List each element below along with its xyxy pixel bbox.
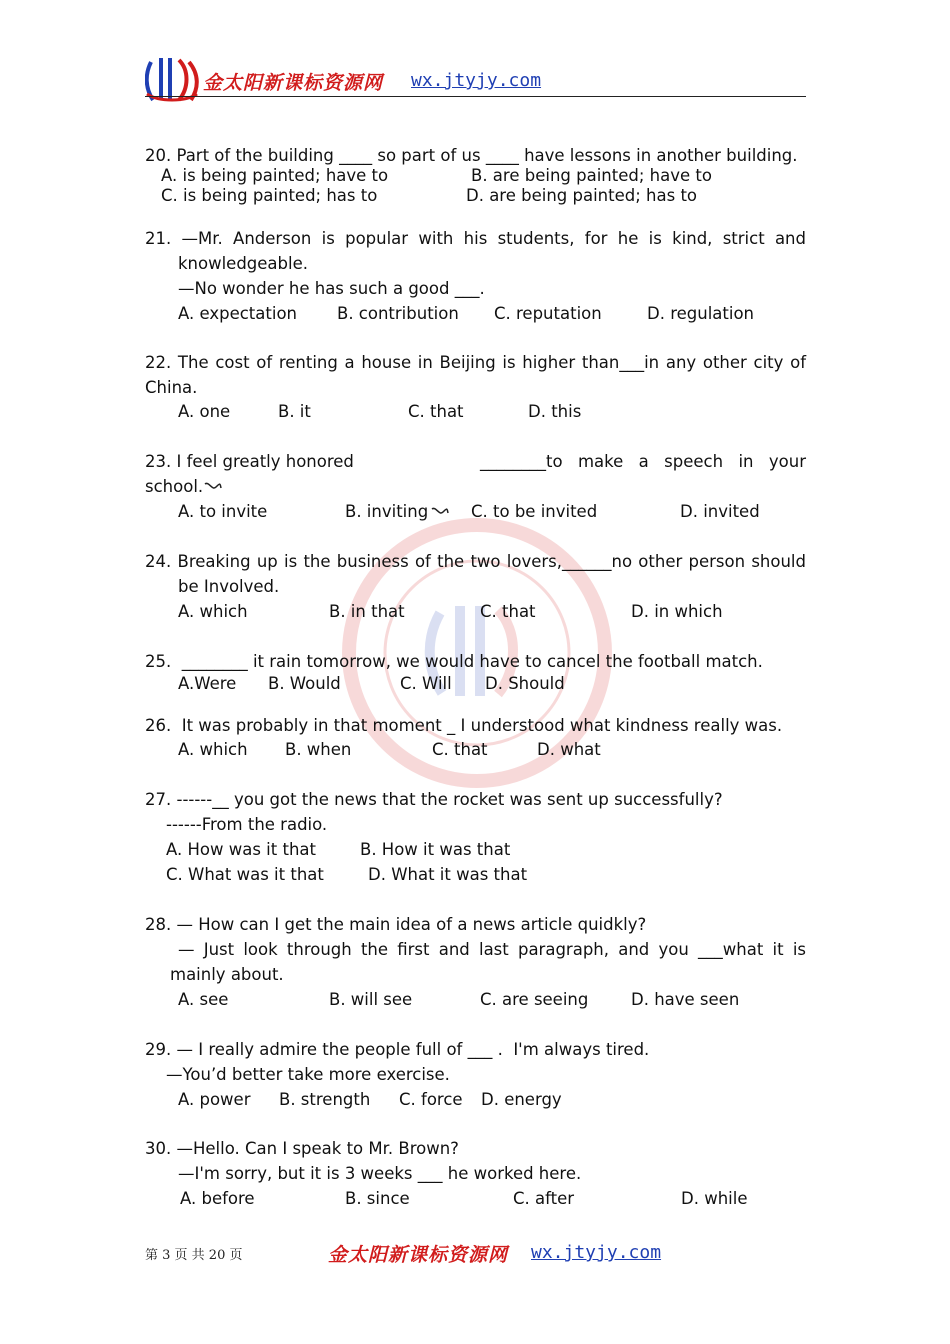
question-21-stem-line2: knowledgeable. xyxy=(178,254,309,273)
footer-url-link[interactable]: wx.jtyjy.com xyxy=(531,1242,662,1263)
question-26-option-b: B. when xyxy=(285,740,352,759)
question-27-option-c: C. What was it that xyxy=(166,865,324,884)
page-header xyxy=(145,52,806,98)
question-29-option-c: C. force xyxy=(399,1090,463,1109)
question-27-stem-line2: ------From the radio. xyxy=(166,815,328,834)
question-28-stem-line3: mainly about. xyxy=(170,965,284,984)
question-26-option-a: A. which xyxy=(178,740,248,759)
question-30-option-c: C. after xyxy=(513,1189,575,1208)
question-23-stem-line1b: ________to make a speech in your xyxy=(480,452,806,471)
question-23-option-c: C. to be invited xyxy=(471,502,598,521)
question-30-option-b: B. since xyxy=(345,1189,410,1208)
header-url-link[interactable]: wx.jtyjy.com xyxy=(411,70,542,91)
question-28-option-c: C. are seeing xyxy=(480,990,589,1009)
question-29-stem-line2: —You’d better take more exercise. xyxy=(166,1065,450,1084)
question-20-option-c: C. is being painted; has to xyxy=(161,186,378,205)
question-27-option-a: A. How was it that xyxy=(166,840,316,859)
question-24-option-b: B. in that xyxy=(329,602,405,621)
scribble-mark-icon xyxy=(204,481,222,493)
question-30-option-d: D. while xyxy=(681,1189,748,1208)
question-20-stem: 20. Part of the building ____ so part of us ____ have lessons in another building. xyxy=(145,146,798,165)
scribble-mark-icon xyxy=(431,506,449,518)
question-22-stem-line1: 22. The cost of renting a house in Beijing is higher than___in any other city of xyxy=(145,353,806,372)
question-26-option-d: D. what xyxy=(537,740,601,759)
question-20-option-a: A. is being painted; have to xyxy=(161,166,389,185)
header-divider xyxy=(145,96,806,97)
question-27-option-d: D. What it was that xyxy=(368,865,528,884)
question-29-option-a: A. power xyxy=(178,1090,251,1109)
question-30-option-a: A. before xyxy=(180,1189,255,1208)
question-23-option-d: D. invited xyxy=(680,502,760,521)
footer-brand: 金太阳新课标资源网 xyxy=(328,1244,509,1266)
question-22-stem-line2: China. xyxy=(145,378,198,397)
question-21-stem-line1: 21. —Mr. Anderson is popular with his students, for he is kind, strict and xyxy=(145,229,806,248)
question-20-option-b: B. are being painted; have to xyxy=(471,166,712,185)
question-28-option-a: A. see xyxy=(178,990,229,1009)
question-28-option-b: B. will see xyxy=(329,990,413,1009)
question-23-option-a: A. to invite xyxy=(178,502,268,521)
question-23-stem-line1a: 23. I feel greatly honored xyxy=(145,452,354,471)
question-23-stem-line2: school. xyxy=(145,477,204,496)
page-number: 第 3 页 共 20 页 xyxy=(145,1248,243,1263)
question-25-option-a: A.Were xyxy=(178,674,237,693)
question-25-stem: 25. ________ it rain tomorrow, we would have to cancel the football match. xyxy=(145,652,763,671)
question-28-stem-line1: 28. — How can I get the main idea of a news article quidkly? xyxy=(145,915,647,934)
question-21-option-a: A. expectation xyxy=(178,304,297,323)
question-21-stem-line3: —No wonder he has such a good ___. xyxy=(178,279,485,298)
question-23-option-b: B. inviting xyxy=(345,502,429,521)
question-25-option-c: C. Will xyxy=(400,674,452,693)
question-26-option-c: C. that xyxy=(432,740,488,759)
question-27-option-b: B. How it was that xyxy=(360,840,511,859)
question-26-stem: 26. It was probably in that moment _ I understood what kindness really was. xyxy=(145,716,783,735)
question-22-option-b: B. it xyxy=(278,402,311,421)
question-24-stem-line1: 24. Breaking up is the business of the two lovers,______no other person should xyxy=(145,552,806,571)
question-20-option-d: D. are being painted; has to xyxy=(466,186,698,205)
question-22-option-a: A. one xyxy=(178,402,231,421)
question-24-option-c: C. that xyxy=(480,602,536,621)
question-30-stem-line1: 30. —Hello. Can I speak to Mr. Brown? xyxy=(145,1139,459,1158)
question-30-stem-line2: —I'm sorry, but it is 3 weeks ___ he worked here. xyxy=(178,1164,582,1183)
question-28-stem-line2: — Just look through the first and last paragraph, and you ___what it is xyxy=(178,940,806,959)
question-29-option-d: D. energy xyxy=(481,1090,562,1109)
question-25-option-d: D. Should xyxy=(485,674,565,693)
question-29-option-b: B. strength xyxy=(279,1090,371,1109)
question-24-option-a: A. which xyxy=(178,602,248,621)
question-24-option-d: D. in which xyxy=(631,602,723,621)
question-25-option-b: B. Would xyxy=(268,674,341,693)
question-28-option-d: D. have seen xyxy=(631,990,740,1009)
question-21-option-c: C. reputation xyxy=(494,304,602,323)
question-27-stem-line1: 27. ------__ you got the news that the rocket was sent up successfully? xyxy=(145,790,723,809)
question-22-option-c: C. that xyxy=(408,402,464,421)
question-22-option-d: D. this xyxy=(528,402,582,421)
question-21-option-d: D. regulation xyxy=(647,304,755,323)
question-29-stem-line1: 29. — I really admire the people full of ___ . I'm always tired. xyxy=(145,1040,650,1059)
question-24-stem-line2: be Involved. xyxy=(178,577,280,596)
question-21-option-b: B. contribution xyxy=(337,304,459,323)
header-brand: 金太阳新课标资源网 xyxy=(203,72,384,94)
